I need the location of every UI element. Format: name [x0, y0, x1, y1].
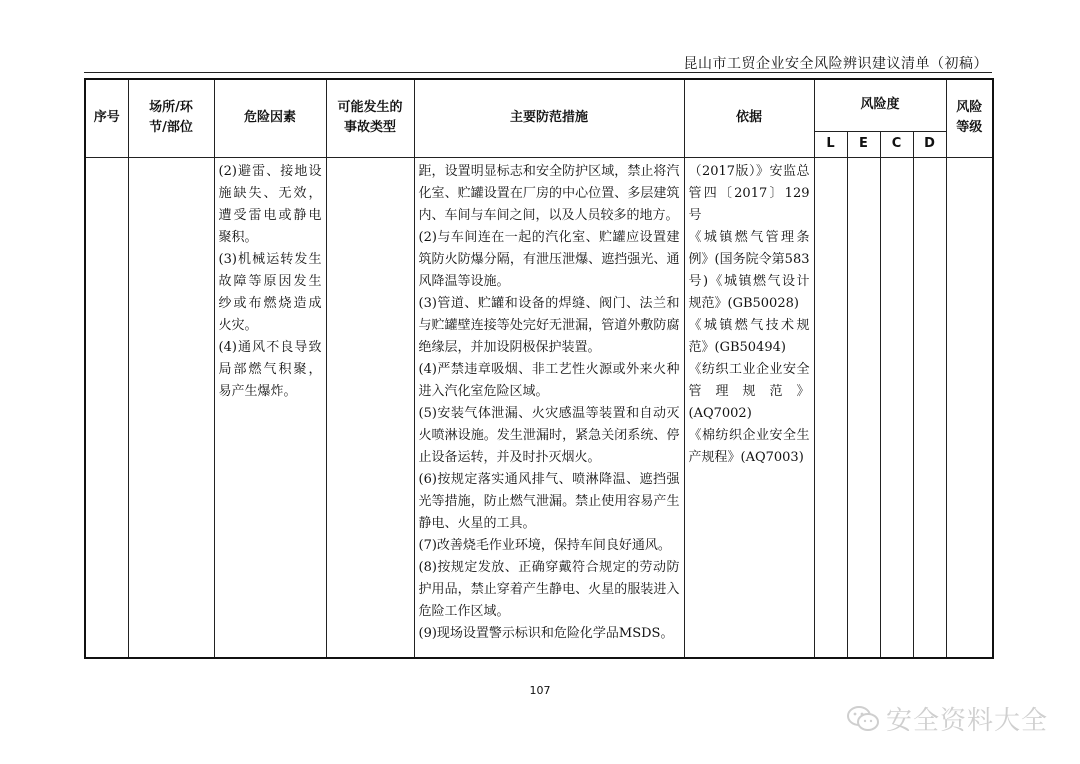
measure-item: (4)严禁违章吸烟、非工艺性火源或外来火种进入汽化室危险区域。: [418, 361, 680, 399]
header-risk-level-text: 风险等级: [956, 100, 983, 136]
table-header-row: [85, 79, 993, 131]
header-accident-type: [326, 79, 414, 157]
hazard-item: (2)避雷、接地设施缺失、无效，遭受雷电或静电聚积。: [218, 163, 322, 245]
header-location-text: 场所/环节/部位: [149, 100, 193, 136]
hazard-item: (3)机械运转发生故障等原因发生纱或布燃烧造成火灾。: [218, 251, 322, 333]
cell-measures: [414, 157, 684, 658]
header-measures: 主要防范措施: [414, 79, 684, 157]
cell-risk-level: [946, 157, 993, 658]
risk-identification-table: [84, 78, 994, 659]
cell-D: [913, 157, 946, 658]
cell-basis: [684, 157, 814, 658]
cell-seq: [85, 157, 128, 658]
cell-accident-type: [326, 157, 414, 658]
watermark: [846, 700, 1048, 737]
header-rule: [84, 72, 992, 73]
page-number: 107: [529, 684, 551, 697]
document-header-title: 昆山市工贸企业安全风险辨识建议清单（初稿）: [683, 56, 988, 72]
measure-item: (7)改善烧毛作业环境，保持车间良好通风。: [418, 537, 671, 553]
measure-item: (5)安装气体泄漏、火灾感温等装置和自动灭火喷淋设施。发生泄漏时，紧急关闭系统、停止设备运转，并及时扑灭烟火。: [418, 405, 680, 465]
table-row: [85, 157, 993, 658]
cell-hazard: [214, 157, 326, 658]
header-basis: 依据: [684, 79, 814, 157]
header-C: C: [880, 131, 913, 157]
header-seq: 序号: [85, 79, 128, 157]
basis-item: 《纺织工业企业安全管理规范》(AQ7002): [688, 361, 810, 421]
header-L: L: [814, 131, 847, 157]
header-E: E: [847, 131, 880, 157]
watermark-text: 安全资料大全: [885, 706, 1048, 736]
basis-item: 《城镇燃气管理条例》(国务院令第583号)《城镇燃气设计规范》(GB50028): [688, 229, 810, 311]
measure-item: (2)与车间连在一起的汽化室、贮罐应设置建筑防火防爆分隔，有泄压泄爆、遮挡强光、通风降温等设施。: [418, 229, 680, 289]
header-hazard: 危险因素: [214, 79, 326, 157]
cell-L: [814, 157, 847, 658]
measure-item: (9)现场设置警示标识和危险化学品MSDS。: [418, 625, 674, 641]
header-risk-level: [946, 79, 993, 157]
basis-item: 《城镇燃气技术规范》(GB50494): [688, 317, 810, 355]
header-accident-type-text: 可能发生的事故类型: [337, 100, 403, 136]
header-location: [128, 79, 214, 157]
hazard-item: (4)通风不良导致局部燃气积聚，易产生爆炸。: [218, 339, 322, 399]
basis-item: 《棉纺织企业安全生产规程》(AQ7003): [688, 427, 810, 465]
measure-item: (8)按规定发放、正确穿戴符合规定的劳动防护用品，禁止穿着产生静电、火星的服装进入危险工作区域。: [418, 559, 680, 619]
wechat-icon: [846, 704, 880, 734]
measure-item: (6)按规定落实通风排气、喷淋降温、遮挡强光等措施，防止燃气泄漏。禁止使用容易产生静电、火星的工具。: [418, 471, 680, 531]
basis-item: （2017版）》安监总管四〔2017〕129号: [688, 163, 810, 223]
cell-E: [847, 157, 880, 658]
header-risk-degree: 风险度: [814, 79, 946, 131]
cell-location: [128, 157, 214, 658]
header-D: D: [913, 131, 946, 157]
measure-item: (3)管道、贮罐和设备的焊缝、阀门、法兰和与贮罐壁连接等处完好无泄漏，管道外敷防腐绝缘层，并加设阴极保护装置。: [418, 295, 680, 355]
cell-C: [880, 157, 913, 658]
measure-item: 距，设置明显标志和安全防护区域，禁止将汽化室、贮罐设置在厂房的中心位置、多层建筑内、车间与车间之间，以及人员较多的地方。: [418, 163, 680, 223]
